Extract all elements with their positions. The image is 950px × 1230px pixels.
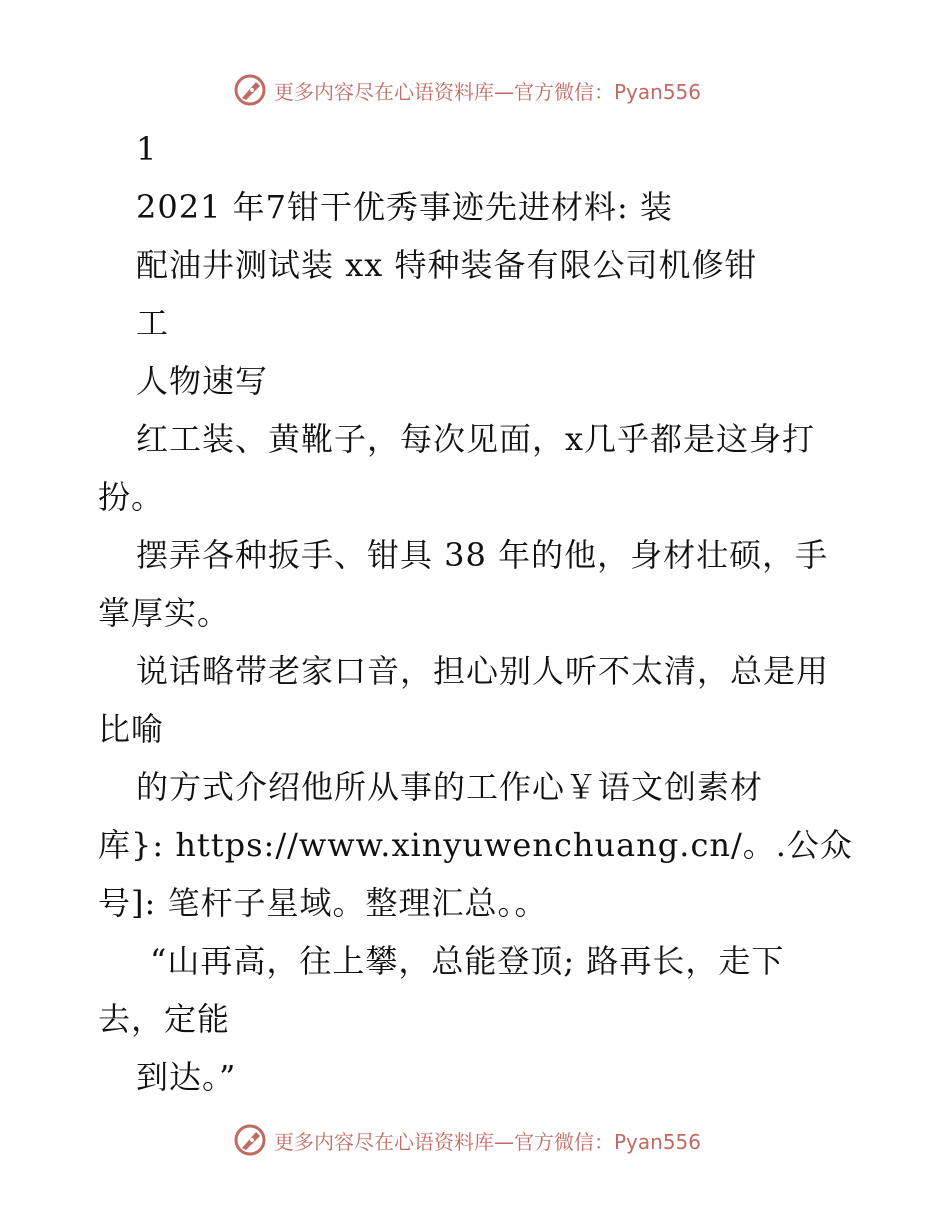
text-line: 号]: 笔杆子星域。整理汇总。。 bbox=[98, 884, 548, 922]
watermark-banner-top bbox=[232, 70, 752, 110]
pen-nib-logo-icon bbox=[232, 1122, 268, 1158]
text-line: 掌厚实。 bbox=[98, 594, 231, 632]
text-line: 扮。 bbox=[98, 478, 165, 516]
text-line: 比喻 bbox=[98, 710, 165, 748]
text-line: 摆弄各种扳手、钳具 38 年的他，身材壮硕，手 bbox=[136, 536, 829, 574]
text-line: 说话略带老家口音，担心别人听不太清，总是用 bbox=[136, 652, 830, 690]
watermark-text: 更多内容尽在心语资料库—官方微信：Pyan556 bbox=[274, 1129, 702, 1154]
text-line: 的方式介绍他所从事的工作心￥语文创素材 bbox=[136, 768, 764, 806]
watermark-banner-bottom bbox=[232, 1120, 752, 1160]
text-line: 红工装、黄靴子，每次见面，x几乎都是这身打 bbox=[136, 420, 816, 458]
text-line: 人物速写 bbox=[136, 362, 269, 400]
text-line: “山再高，往上攀，总能登顶; 路再长，走下 bbox=[150, 942, 785, 980]
document-body bbox=[98, 120, 858, 1106]
watermark-text: 更多内容尽在心语资料库—官方微信：Pyan556 bbox=[274, 79, 702, 104]
text-line: 2021 年7钳干优秀事迹先进材料: 装 bbox=[136, 188, 673, 226]
text-line: 配油井测试装 xx 特种装备有限公司机修钳 bbox=[136, 246, 758, 284]
text-line: 库}: https://www.xinyuwenchuang.cn/。.公众 bbox=[98, 826, 853, 864]
text-line: 工 bbox=[136, 304, 170, 342]
text-line: 去，定能 bbox=[98, 1000, 231, 1038]
text-line: 到达。” bbox=[136, 1058, 237, 1096]
text-line: 1 bbox=[136, 130, 158, 168]
pen-nib-logo-icon bbox=[232, 72, 268, 108]
